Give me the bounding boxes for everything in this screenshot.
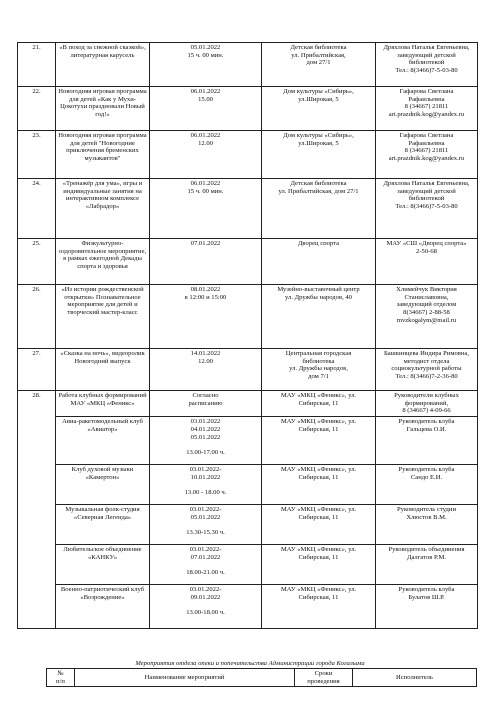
section-caption: Мероприятия отдела опеки и попечительства Администрации города Когалыма: [135, 660, 365, 667]
event-name: Физкультурно-оздоровительное мероприятие, в рамках ежегодной Декады спорта и здоровья: [56, 239, 150, 285]
guardianship-table-header: [46, 668, 477, 687]
event-contact: Дряхлова Наталья Евгеньевна, заведующий детской библиотекой Тел.: 8(3466)7-5-03-80: [376, 179, 478, 239]
event-name: Новогодняя игровая программа для детей «Как у Мухи-Цокотухи праздновали Новый год!»: [56, 87, 150, 131]
events-table: [17, 42, 478, 629]
table-row: [18, 43, 478, 87]
club-name: Клуб духовой музыки «Камертон»: [56, 465, 150, 505]
club-name: Музыкальная фолк-студия «Северная Легенда»: [56, 505, 150, 545]
event-place: Дом культуры «Сибирь», ул.Широкая, 5: [262, 87, 376, 131]
event-number: 26.: [18, 285, 56, 349]
event-date: 14.01.2022 12.00: [150, 349, 262, 391]
event-contact: Башкинцева Индира Римовна, методист отдела социокультурной работы Тел.: 8(3466)7-2-36-80: [376, 349, 478, 391]
event-place: Музейно-выставочный центр ул. Дружбы народов, 40: [262, 285, 376, 349]
event-contact: Гафарова Светлана Рафаильевна 8 (34667) 21811 art.prazdnik.kog@yandex.ru: [376, 87, 478, 131]
event-name: «Сказка на ночь», видеоролик Новогодний выпуск: [56, 349, 150, 391]
club-name: Военно-патриотический клуб «Возрождение»: [56, 585, 150, 629]
event-date: 06.01.2022 15.00: [150, 87, 262, 131]
event-contact: МАУ «СШ «Дворец спорта» 2-50-68: [376, 239, 478, 285]
event-number: 22.: [18, 87, 56, 131]
event-number: 27.: [18, 349, 56, 391]
header-name: Наименование мероприятий: [75, 669, 295, 687]
event-name: «Из истории рождественской открытки» Познавательное мероприятие для детей и творческий мастер-класс: [56, 285, 150, 349]
club-name: Авиа-ракетомодельный клуб «Авиатор»: [56, 417, 150, 465]
event-number: 25.: [18, 239, 56, 285]
event-contact: Дряхлова Наталья Евгеньевна, заведующий детской библиотекой Тел.: 8(3466)7-5-03-80: [376, 43, 478, 87]
club-date: Согласно расписанию: [150, 391, 262, 417]
club-date: 03.01.2022- 05.01.2022 13.30-15.30 ч.: [150, 505, 262, 545]
club-contact: Руководитель объединения Далгатов Р.М.: [376, 545, 478, 585]
club-name: Любительское объединение «КАНКУ»: [56, 545, 150, 585]
event-place: Дворец спорта: [262, 239, 376, 285]
event-place: Детская библиотека ул. Прибалтийская, дом 27/1: [262, 179, 376, 239]
events-table-body: [18, 43, 478, 629]
event-number: 21.: [18, 43, 56, 87]
table-row: [18, 285, 478, 349]
club-contact: Руководитель студии Хлюстов В.М.: [376, 505, 478, 545]
table-row: [18, 417, 478, 465]
table-row: [18, 585, 478, 629]
club-place: МАУ «МКЦ «Феникс», ул. Сибирская, 11: [262, 391, 376, 417]
event-date: 06.01.2022 15 ч. 00 мин.: [150, 179, 262, 239]
club-name: Работа клубных формирований МАУ «МКЦ «Феникс»: [56, 391, 150, 417]
event-place: Детская библиотека ул. Прибалтийская, дом 27/1: [262, 43, 376, 87]
club-place: МАУ «МКЦ «Феникс», ул. Сибирская, 11: [262, 585, 376, 629]
table-row: [18, 87, 478, 131]
club-place: МАУ «МКЦ «Феникс», ул. Сибирская, 11: [262, 505, 376, 545]
club-date: 03.01.2022- 09.01.2022 13.00-18.00 ч.: [150, 585, 262, 629]
table-row: [18, 391, 478, 417]
event-name: «Тренажёр для ума», игры и индивидуальные занятия на интерактивном комплексе «Лабрадор»: [56, 179, 150, 239]
event-place: Центральная городская библиотека ул. Дружбы народов, дом 7/1: [262, 349, 376, 391]
table-row: [18, 239, 478, 285]
event-place: Дом культуры «Сибирь», ул.Широкая, 5: [262, 131, 376, 179]
club-contact: Руководитель клуба Гальцева О.И.: [376, 417, 478, 465]
club-contact: Руководители клубных формирований, 8 (34667) 4-09-66: [376, 391, 478, 417]
event-date: 05.01.2022 15 ч. 00 мин.: [150, 43, 262, 87]
event-date: 07.01.2022: [150, 239, 262, 285]
event-number: 23.: [18, 131, 56, 179]
event-number: 28.: [18, 391, 56, 629]
event-contact: Хлимейчук Виктория Станиславовна, заведующий отделом 8(34667) 2-88-58 mvzkogalym@mail.ru: [376, 285, 478, 349]
club-contact: Руководитель клуба Булатов Ш.Р.: [376, 585, 478, 629]
header-num: № п/п: [47, 669, 75, 687]
header-contact: Исполнитель: [353, 669, 477, 687]
event-contact: Гафарова Светлана Рафаильевна 8 (34667) 21811 art.prazdnik.kog@yandex.ru: [376, 131, 478, 179]
header-date: Сроки проведения: [295, 669, 353, 687]
club-date: 03.01.2022- 10.01.2022 13.00 - 18.00 ч.: [150, 465, 262, 505]
club-date: 03.01.2022- 07.01.2022 18.00-21.00 ч.: [150, 545, 262, 585]
event-date: 06.01.2022 12.00: [150, 131, 262, 179]
table-row: [18, 505, 478, 545]
table-row: [18, 131, 478, 179]
table-row: [18, 465, 478, 505]
event-number: 24.: [18, 179, 56, 239]
club-place: МАУ «МКЦ «Феникс», ул. Сибирская, 11: [262, 545, 376, 585]
table-row: [18, 179, 478, 239]
event-name: Новогодняя игровая программа для детей "Новогодние приключения бременских музыкантов": [56, 131, 150, 179]
event-name: «В поход за снежной сказкой», литературная карусель: [56, 43, 150, 87]
club-place: МАУ «МКЦ «Феникс», ул. Сибирская, 11: [262, 417, 376, 465]
club-place: МАУ «МКЦ «Феникс», ул. Сибирская, 11: [262, 465, 376, 505]
club-contact: Руководитель клуба Сандо Е.И.: [376, 465, 478, 505]
club-date: 03.01.2022 04.01.2022 05.01.2022 13.00-17.00 ч.: [150, 417, 262, 465]
event-date: 08.01.2022 в 12:00 и 15:00: [150, 285, 262, 349]
table-row: [18, 545, 478, 585]
table-row: [18, 349, 478, 391]
